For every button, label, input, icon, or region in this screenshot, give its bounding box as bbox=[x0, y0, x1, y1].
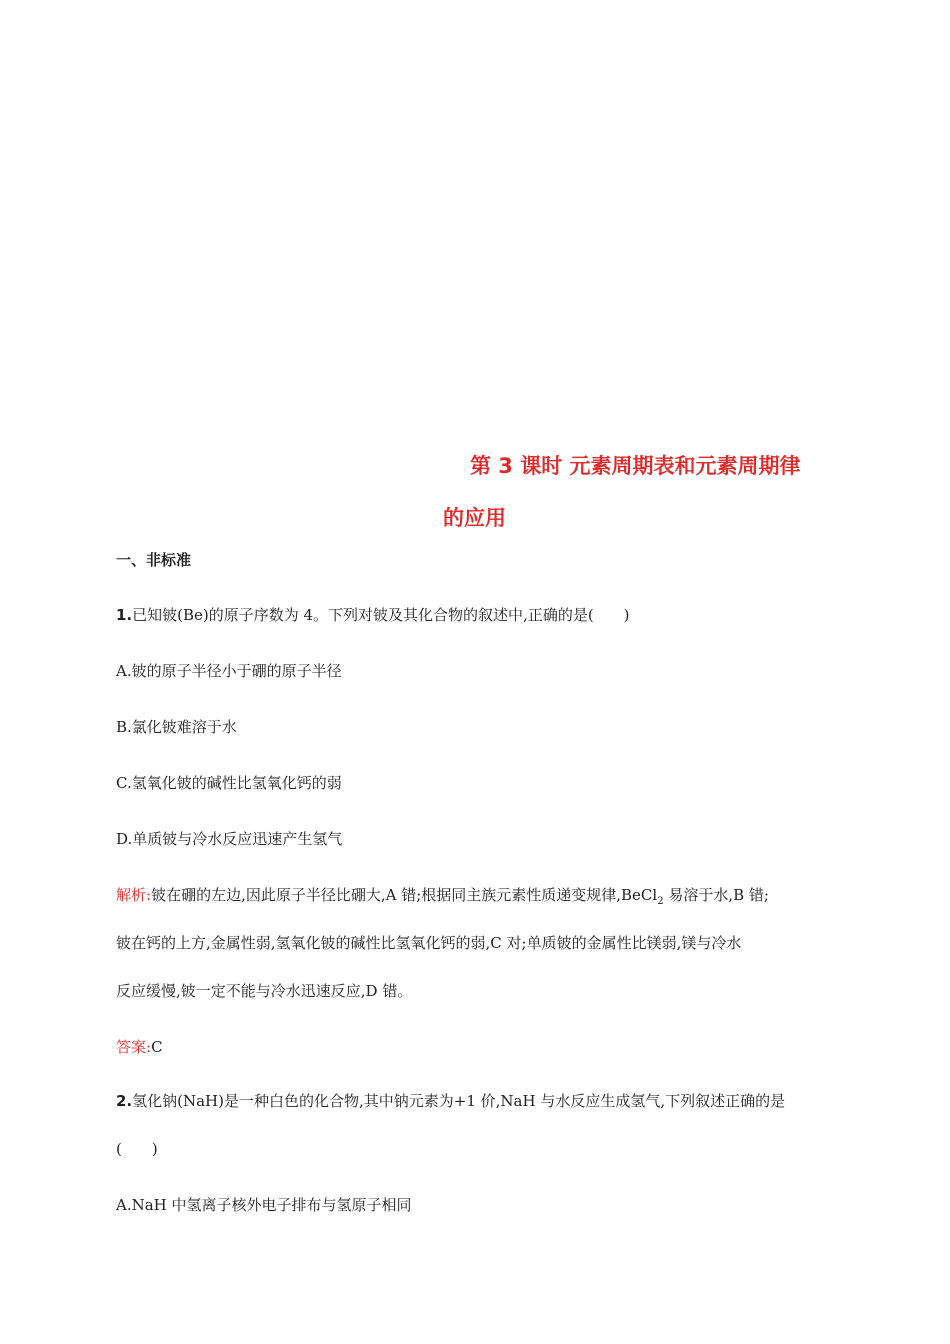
question-1-analysis-line-1 bbox=[116, 884, 769, 907]
question-2-number: 2. bbox=[116, 1092, 133, 1110]
analysis-subscript: 2 bbox=[657, 896, 664, 907]
question-1-answer bbox=[116, 1036, 163, 1057]
analysis-text-a: 铍在硼的左边,因此原子半径比硼大,A 错;根据同主族元素性质递变规律,BeCl bbox=[151, 886, 658, 904]
answer-value: C bbox=[151, 1038, 163, 1056]
page-title-line2: 的应用 bbox=[443, 506, 506, 530]
question-2-text: 氢化钠(NaH)是一种白色的化合物,其中钠元素为+1 价,NaH 与水反应生成氢气,下列叙述正确的是 bbox=[132, 1092, 786, 1110]
question-1-analysis-line-3: 反应缓慢,铍一定不能与冷水迅速反应,D 错。 bbox=[116, 982, 413, 1000]
question-2-option-a: A.NaH 中氢离子核外电子排布与氢原子相同 bbox=[116, 1196, 412, 1214]
question-1-option-b: B.氯化铍难溶于水 bbox=[116, 718, 237, 736]
question-2-stem-line-2: ( ) bbox=[116, 1140, 158, 1158]
question-1-option-a: A.铍的原子半径小于硼的原子半径 bbox=[116, 662, 342, 680]
question-1-stem bbox=[116, 604, 630, 625]
page-title-line1: 第 3 课时 元素周期表和元素周期律 bbox=[470, 454, 801, 478]
question-1-number: 1. bbox=[116, 606, 133, 624]
question-1-option-d: D.单质铍与冷水反应迅速产生氢气 bbox=[116, 830, 343, 848]
analysis-text-b: 易溶于水,B 错; bbox=[663, 886, 769, 904]
question-1-analysis-line-2: 铍在钙的上方,金属性弱,氢氧化铍的碱性比氢氧化钙的弱,C 对;单质铍的金属性比镁弱,镁与冷水 bbox=[116, 934, 742, 952]
section-heading: 一、非标准 bbox=[116, 551, 192, 569]
question-1-option-c: C.氢氧化铍的碱性比氢氧化钙的弱 bbox=[116, 774, 342, 792]
analysis-label: 解析: bbox=[116, 886, 152, 904]
answer-label: 答案: bbox=[116, 1038, 152, 1056]
question-1-text: 已知铍(Be)的原子序数为 4。下列对铍及其化合物的叙述中,正确的是( ) bbox=[132, 606, 630, 624]
question-2-stem bbox=[116, 1090, 785, 1111]
